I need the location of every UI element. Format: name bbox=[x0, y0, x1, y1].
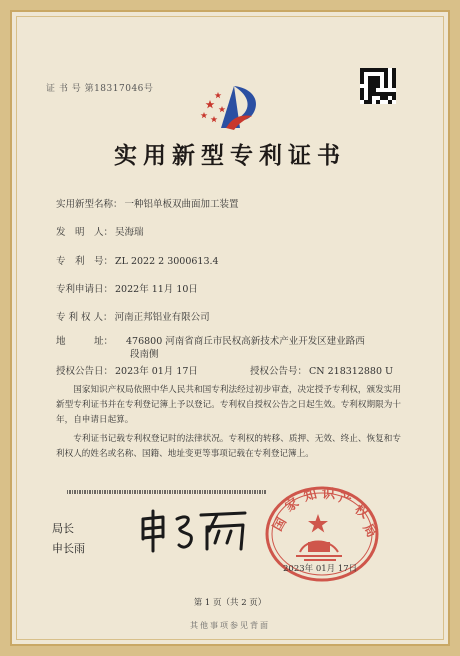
svg-text:产: 产 bbox=[336, 490, 354, 509]
field-patentee bbox=[56, 309, 210, 323]
field-label: 专利申请日： bbox=[56, 284, 114, 295]
barcode-strip bbox=[67, 490, 267, 494]
grant-paragraph: 国家知识产权局依照中华人民共和国专利法经过初步审查，决定授予专利权，颁发实用新型专利证书并在专利登记簿上予以登记。专利权自授权公告之日起生效。专利权期限为十年，自申请日起算。 bbox=[56, 385, 401, 425]
field-value: ZL 2022 2 3000613.4 bbox=[115, 256, 219, 267]
field-label: 地 址： bbox=[56, 336, 114, 347]
field-label: 专 利 权 人： bbox=[56, 312, 113, 323]
field-label: 发 明 人： bbox=[56, 227, 114, 238]
field-label: 授权公告号： bbox=[250, 366, 308, 377]
field-value: 河南正邦铝业有限公司 bbox=[114, 312, 210, 323]
qr-code bbox=[360, 68, 396, 104]
field-value: 段南侧 bbox=[130, 349, 159, 360]
svg-text:国: 国 bbox=[270, 515, 290, 534]
svg-text:家: 家 bbox=[282, 495, 302, 516]
field-value: 一种铝单板双曲面加工装置 bbox=[124, 199, 239, 210]
footer-note: 其他事项参见背面 bbox=[190, 621, 270, 630]
field-label: 实用新型名称： bbox=[56, 199, 123, 210]
field-address bbox=[56, 333, 365, 347]
field-address-cont bbox=[128, 346, 159, 360]
seal-date: 2023年 01月 17日 bbox=[283, 564, 358, 574]
field-label: 专 利 号： bbox=[56, 256, 114, 267]
cnipa-logo-icon bbox=[196, 78, 266, 132]
field-announcement-number bbox=[250, 363, 393, 377]
signer-title: 局长 bbox=[52, 522, 74, 535]
field-value: 吴海瑞 bbox=[115, 227, 144, 238]
field-application-date bbox=[56, 281, 198, 295]
field-label: 授权公告日： bbox=[56, 366, 114, 377]
page-number: 第 1 页（共 2 页） bbox=[193, 598, 267, 608]
field-value: 2023年 01月 17日 bbox=[115, 366, 198, 377]
signer-name: 申长雨 bbox=[52, 542, 85, 555]
field-value: 476800 河南省商丘市民权高新技术产业开发区建业路西 bbox=[126, 336, 365, 347]
field-grant-date bbox=[56, 363, 198, 377]
svg-text:权: 权 bbox=[351, 501, 371, 522]
field-value: CN 218312880 U bbox=[309, 366, 394, 377]
certificate-number: 证 书 号 第18317046号 bbox=[46, 84, 154, 94]
field-patent-number bbox=[56, 253, 219, 267]
certificate-title: 实用新型专利证书 bbox=[114, 142, 346, 169]
svg-text:局: 局 bbox=[359, 521, 380, 541]
svg-text:识: 识 bbox=[322, 487, 336, 502]
field-utility-model-name bbox=[56, 196, 239, 210]
svg-text:知: 知 bbox=[302, 487, 319, 505]
field-value: 2022年 11月 10日 bbox=[115, 284, 198, 295]
signature-icon bbox=[135, 505, 255, 555]
field-inventor bbox=[56, 224, 144, 238]
legal-status-paragraph: 专利证书记载专利权登记时的法律状况。专利权的转移、质押、无效、终止、恢复和专利权人的姓名或名称、国籍、地址变更等事项记载在专利登记簿上。 bbox=[56, 434, 401, 459]
